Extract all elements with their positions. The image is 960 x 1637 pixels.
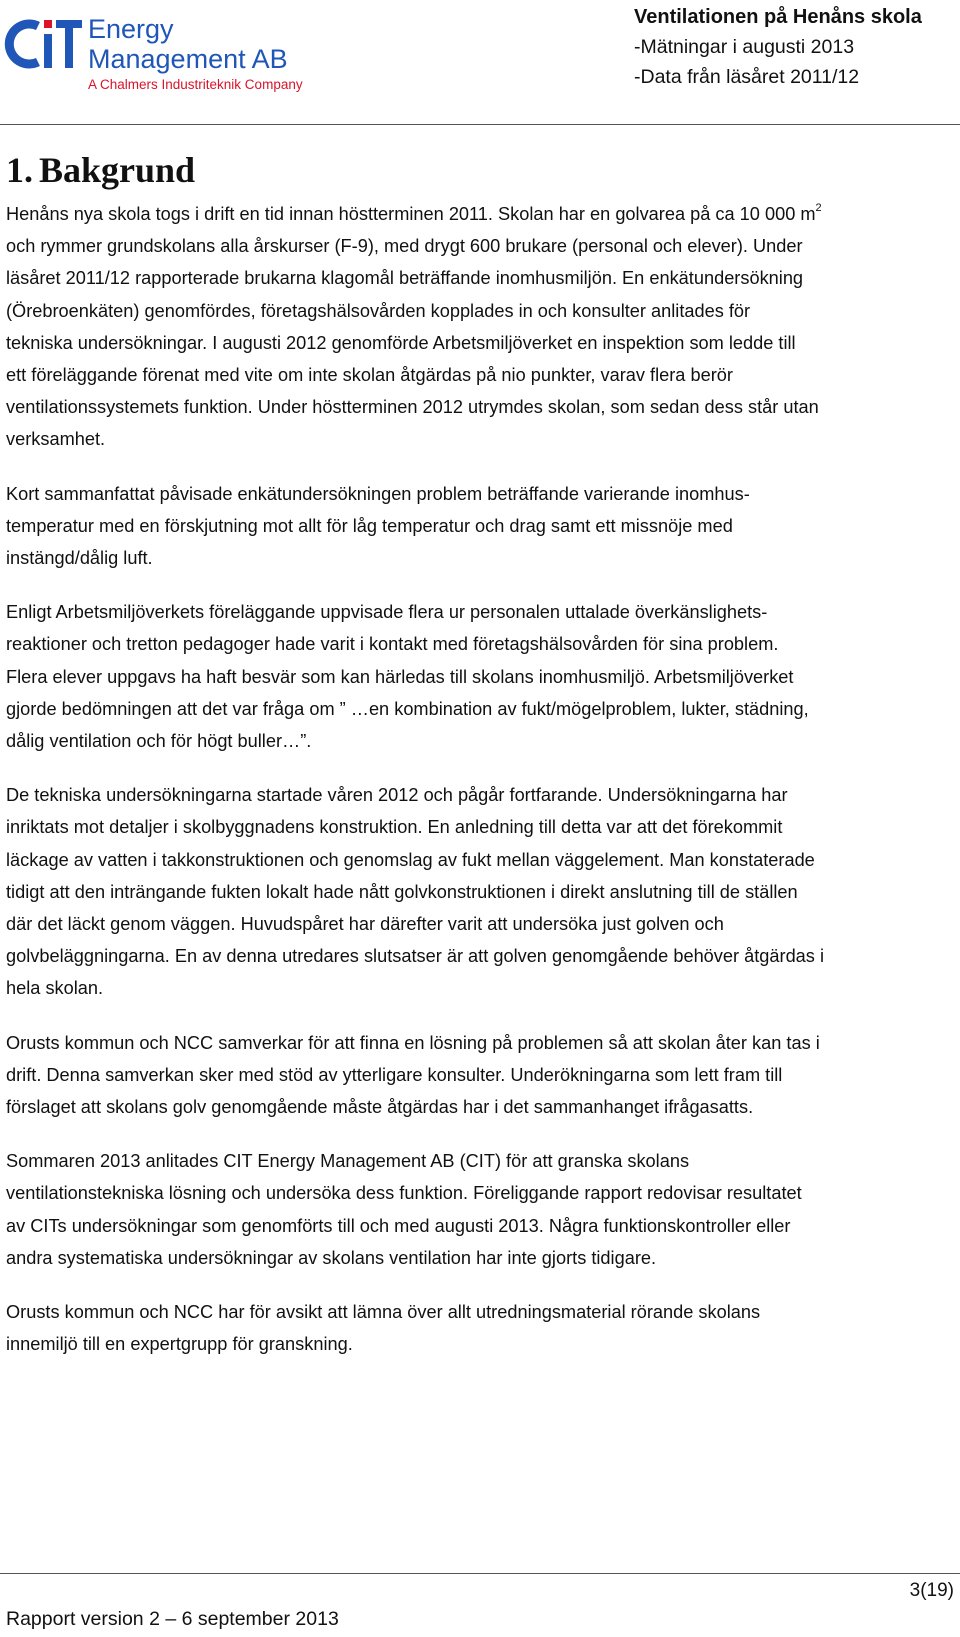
cit-logo-mark (4, 12, 84, 74)
header-divider (0, 124, 960, 125)
logo-management-text: Management AB (88, 44, 288, 74)
section-heading (6, 146, 956, 194)
cit-logo (4, 12, 304, 97)
logo-tagline: A Chalmers Industriteknik Company (88, 77, 303, 92)
superscript-2: 2 (815, 202, 822, 214)
page-number: 3(19) (909, 1580, 954, 1601)
paragraph-1-text-a: Henåns nya skola togs i drift en tid innan höstterminen 2011. Skolan har en golvarea på ca 10 000 m (6, 204, 816, 224)
section-number: 1. (6, 150, 33, 190)
section-title: Bakgrund (39, 150, 196, 190)
paragraph-2: Kort sammanfattat påvisade enkätundersökningen problem beträffande varierande inomhus- temperatur med en förskjutning mot allt för låg temperatur och drag samt ett missnöje med instängd/dålig luft. (6, 483, 750, 569)
report-title: Ventilationen på Henåns skola (634, 6, 922, 28)
paragraph-5: Orusts kommun och NCC samverkar för att finna en lösning på problemen så att skolan åter kan tas i drift. Denna samverkan sker med stöd av ytterligare konsulter. Underökningarna som lett fram till förslaget att skolans golv genomgående måste åtgärdas har i det sammanhanget ifrågasatts. (6, 1032, 820, 1118)
page-header (0, 0, 960, 126)
report-subtitle-1: -Mätningar i augusti 2013 (634, 36, 855, 58)
footer-divider (0, 1573, 960, 1574)
page-body (6, 146, 956, 1383)
paragraph-1 (6, 198, 956, 456)
paragraph-3: Enligt Arbetsmiljöverkets föreläggande uppvisade flera ur personalen uttalade överkänslighets- reaktioner och tretton pedagoger hade varit i kontakt med företagshälsovården för sina problem. Flera elever uppgavs ha haft besvär som kan härledas till skolans inomhusmiljö. Arbetsmiljöverket gjorde bedömningen att det var fråga om ” …en kombination av fukt/mögelproblem, lukter, städning, dålig ventilation och för högt buller…”. (6, 602, 809, 752)
paragraph-7: Orusts kommun och NCC har för avsikt att lämna över allt utredningsmaterial rörande skolans innemiljö till en expertgrupp för granskning. (6, 1302, 761, 1355)
paragraph-4: De tekniska undersökningarna startade våren 2012 och pågår fortfarande. Undersökningarna har inriktats mot detaljer i skolbyggnadens konstruktion. En anledning till detta var att det förekommit läckage av vatten i takkonstruktionen och genomslag av fukt mellan väggelement. Man konstaterade tidigt att den inträngande fukten lokalt hade nått golvkonstruktionen i direkt anslutning till de ställen där det läckt genom väggen. Huvudspåret har därefter varit att undersöka just golven och golvbeläggningarna. En av denna utredares slutsatser är att golven genomgående behöver åtgärdas i hela skolan. (6, 785, 824, 999)
report-version: Rapport version 2 – 6 september 2013 (6, 1608, 339, 1630)
paragraph-6: Sommaren 2013 anlitades CIT Energy Management AB (CIT) för att granska skolans ventilationstekniska lösning och undersöka dess funktion. Föreliggande rapport redovisar resultatet av CITs undersökningar som genomförts till och med augusti 2013. Några funktionskontroller eller andra systematiska undersökningar av skolans ventilation har inte gjorts tidigare. (6, 1151, 802, 1268)
logo-energy-text: Energy (88, 14, 174, 44)
report-subtitle-2: -Data från läsåret 2011/12 (634, 66, 860, 88)
paragraph-1-text-b: och rymmer grundskolans alla årskurser (F-9), med drygt 600 brukare (personal och elever). Under läsåret 2011/12 rapporterade brukarna klagomål beträffande inomhusmiljön. En enkätundersökning (Örebroenkäten) genomfördes, företagshälsovården kopplades in och konsulter anlitades för tekniska undersökningar. I augusti 2012 genomförde Arbetsmiljöverket en inspektion som ledde till ett föreläggande förenat med vite om inte skolan åtgärdas på nio punkter, varav flera berör ventilationssystemets funktion. Under höstterminen 2012 utrymdes skolan, som sedan dess står utan verksamhet. (6, 236, 819, 450)
header-info (634, 2, 944, 92)
